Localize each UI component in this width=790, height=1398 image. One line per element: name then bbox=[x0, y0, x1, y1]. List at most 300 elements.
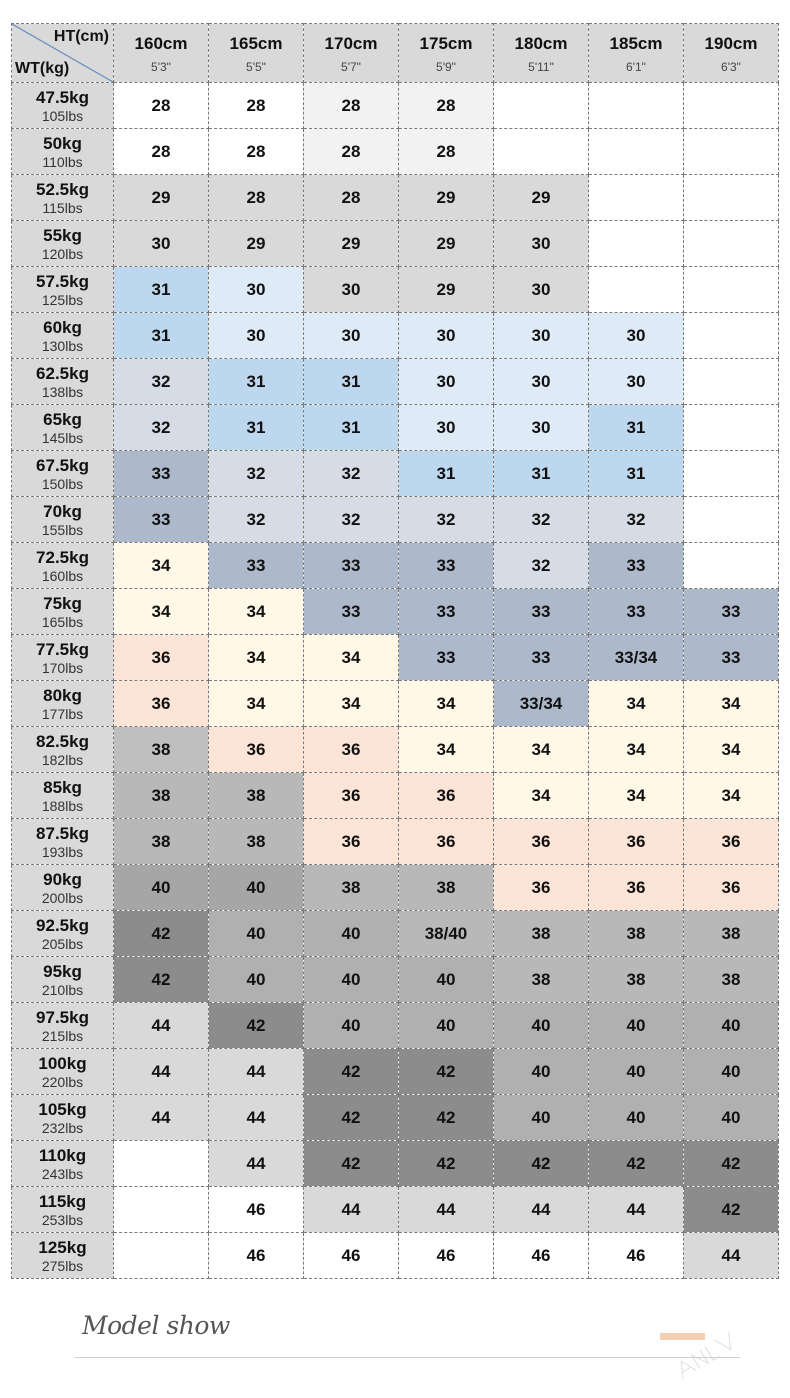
size-cell bbox=[589, 129, 684, 175]
weight-lbs-label: 155lbs bbox=[41, 521, 84, 538]
size-cell: 46 bbox=[494, 1233, 589, 1279]
size-cell: 40 bbox=[684, 1049, 779, 1095]
size-cell: 46 bbox=[589, 1233, 684, 1279]
size-cell: 31 bbox=[209, 359, 304, 405]
size-cell: 40 bbox=[304, 911, 399, 957]
weight-kg-label: 85kg bbox=[43, 777, 82, 797]
table-row bbox=[12, 681, 779, 727]
size-cell: 33 bbox=[209, 543, 304, 589]
size-cell bbox=[589, 267, 684, 313]
weight-header bbox=[12, 957, 114, 1003]
size-cell: 44 bbox=[494, 1187, 589, 1233]
weight-lbs-label: 125lbs bbox=[41, 291, 84, 308]
size-cell: 33 bbox=[114, 451, 209, 497]
weight-lbs-label: 182lbs bbox=[41, 751, 84, 768]
table-row bbox=[12, 313, 779, 359]
table-row bbox=[12, 175, 779, 221]
size-cell: 36 bbox=[304, 727, 399, 773]
size-cell: 42 bbox=[494, 1141, 589, 1187]
size-cell: 28 bbox=[209, 129, 304, 175]
size-cell: 34 bbox=[114, 543, 209, 589]
size-cell: 42 bbox=[114, 957, 209, 1003]
size-cell: 29 bbox=[399, 175, 494, 221]
size-cell bbox=[114, 1233, 209, 1279]
size-cell: 31 bbox=[114, 267, 209, 313]
size-cell: 31 bbox=[494, 451, 589, 497]
weight-header bbox=[12, 543, 114, 589]
size-cell: 42 bbox=[209, 1003, 304, 1049]
size-cell: 33 bbox=[494, 589, 589, 635]
weight-kg-label: 55kg bbox=[43, 225, 82, 245]
size-cell: 29 bbox=[399, 221, 494, 267]
size-cell: 32 bbox=[589, 497, 684, 543]
size-cell: 30 bbox=[399, 359, 494, 405]
size-cell: 30 bbox=[399, 405, 494, 451]
size-cell: 30 bbox=[304, 313, 399, 359]
size-cell bbox=[589, 83, 684, 129]
table-row bbox=[12, 635, 779, 681]
size-cell bbox=[114, 1141, 209, 1187]
table-row bbox=[12, 773, 779, 819]
size-cell: 30 bbox=[589, 313, 684, 359]
weight-lbs-label: 215lbs bbox=[41, 1027, 84, 1044]
size-cell: 28 bbox=[399, 129, 494, 175]
weight-lbs-label: 177lbs bbox=[41, 705, 84, 722]
footer-divider bbox=[75, 1357, 740, 1358]
model-show-title: Model show bbox=[82, 1311, 230, 1340]
weight-lbs-label: 165lbs bbox=[41, 613, 84, 630]
size-cell bbox=[684, 359, 779, 405]
weight-lbs-label: 130lbs bbox=[41, 337, 84, 354]
size-cell: 28 bbox=[114, 83, 209, 129]
size-cell: 46 bbox=[209, 1187, 304, 1233]
size-cell: 32 bbox=[494, 497, 589, 543]
weight-header bbox=[12, 83, 114, 129]
table-row bbox=[12, 267, 779, 313]
weight-kg-label: 92.5kg bbox=[36, 915, 89, 935]
size-cell: 32 bbox=[114, 359, 209, 405]
size-cell: 42 bbox=[589, 1141, 684, 1187]
height-ft-label: 5'3" bbox=[151, 60, 171, 74]
size-cell: 44 bbox=[399, 1187, 494, 1233]
size-cell: 44 bbox=[589, 1187, 684, 1233]
size-cell: 33 bbox=[114, 497, 209, 543]
size-cell: 38 bbox=[209, 819, 304, 865]
size-cell: 33/34 bbox=[589, 635, 684, 681]
size-cell: 28 bbox=[399, 83, 494, 129]
size-cell: 30 bbox=[494, 405, 589, 451]
size-cell: 33 bbox=[399, 589, 494, 635]
table-row bbox=[12, 1003, 779, 1049]
size-cell: 30 bbox=[494, 221, 589, 267]
size-cell: 46 bbox=[209, 1233, 304, 1279]
weight-header bbox=[12, 819, 114, 865]
height-header-1 bbox=[209, 24, 304, 83]
size-cell: 40 bbox=[304, 1003, 399, 1049]
weight-header bbox=[12, 359, 114, 405]
weight-lbs-label: 160lbs bbox=[41, 567, 84, 584]
weight-kg-label: 105kg bbox=[38, 1099, 87, 1119]
size-cell: 31 bbox=[589, 405, 684, 451]
size-cell: 28 bbox=[304, 129, 399, 175]
weight-kg-label: 115kg bbox=[38, 1191, 87, 1211]
weight-header bbox=[12, 681, 114, 727]
table-row bbox=[12, 1233, 779, 1279]
size-cell: 29 bbox=[304, 221, 399, 267]
weight-lbs-label: 145lbs bbox=[41, 429, 84, 446]
size-cell: 34 bbox=[209, 589, 304, 635]
brand-watermark-icon bbox=[660, 1326, 750, 1386]
weight-lbs-label: 115lbs bbox=[42, 199, 83, 216]
size-cell: 34 bbox=[589, 773, 684, 819]
size-cell: 42 bbox=[399, 1049, 494, 1095]
size-cell bbox=[684, 405, 779, 451]
weight-lbs-label: 220lbs bbox=[41, 1073, 84, 1090]
weight-kg-label: 110kg bbox=[38, 1145, 87, 1165]
table-row bbox=[12, 911, 779, 957]
size-cell: 40 bbox=[684, 1003, 779, 1049]
weight-header bbox=[12, 497, 114, 543]
weight-kg-label: 77.5kg bbox=[36, 639, 89, 659]
size-cell: 36 bbox=[589, 819, 684, 865]
size-cell: 32 bbox=[209, 497, 304, 543]
size-cell bbox=[114, 1187, 209, 1233]
size-cell: 32 bbox=[209, 451, 304, 497]
size-cell: 28 bbox=[209, 83, 304, 129]
header-row bbox=[12, 24, 779, 83]
size-cell bbox=[589, 175, 684, 221]
table-row bbox=[12, 727, 779, 773]
corner-header-cell bbox=[12, 24, 114, 83]
size-cell: 42 bbox=[684, 1141, 779, 1187]
size-cell: 38 bbox=[589, 957, 684, 1003]
weight-kg-label: 90kg bbox=[43, 869, 82, 889]
size-cell: 36 bbox=[114, 681, 209, 727]
size-cell: 33 bbox=[494, 635, 589, 681]
size-cell: 44 bbox=[209, 1049, 304, 1095]
weight-header bbox=[12, 1095, 114, 1141]
size-cell: 40 bbox=[304, 957, 399, 1003]
height-cm-label: 160cm bbox=[134, 34, 188, 53]
weight-lbs-label: 275lbs bbox=[41, 1257, 84, 1274]
size-cell: 36 bbox=[114, 635, 209, 681]
table-row bbox=[12, 1187, 779, 1233]
weight-header bbox=[12, 221, 114, 267]
size-cell bbox=[684, 175, 779, 221]
size-cell bbox=[684, 83, 779, 129]
size-cell: 31 bbox=[304, 359, 399, 405]
size-cell: 32 bbox=[304, 497, 399, 543]
size-cell bbox=[589, 221, 684, 267]
height-ft-label: 6'1" bbox=[626, 60, 646, 74]
size-cell: 32 bbox=[494, 543, 589, 589]
weight-header bbox=[12, 635, 114, 681]
weight-lbs-label: 105lbs bbox=[41, 107, 84, 124]
weight-kg-label: 62.5kg bbox=[36, 363, 89, 383]
size-cell: 40 bbox=[589, 1049, 684, 1095]
height-header-6 bbox=[684, 24, 779, 83]
size-chart-header bbox=[12, 24, 779, 83]
weight-header bbox=[12, 911, 114, 957]
size-cell: 33 bbox=[399, 635, 494, 681]
size-cell: 28 bbox=[304, 175, 399, 221]
table-row bbox=[12, 1095, 779, 1141]
weight-kg-label: 72.5kg bbox=[36, 547, 89, 567]
height-cm-label: 185cm bbox=[609, 34, 663, 53]
size-cell: 29 bbox=[209, 221, 304, 267]
size-cell: 33 bbox=[684, 589, 779, 635]
size-cell: 34 bbox=[494, 727, 589, 773]
size-cell: 30 bbox=[494, 359, 589, 405]
size-cell: 44 bbox=[114, 1095, 209, 1141]
height-header-4 bbox=[494, 24, 589, 83]
weight-header bbox=[12, 129, 114, 175]
table-row bbox=[12, 405, 779, 451]
table-row bbox=[12, 819, 779, 865]
size-cell: 33/34 bbox=[494, 681, 589, 727]
size-cell: 38 bbox=[114, 819, 209, 865]
table-row bbox=[12, 1049, 779, 1095]
weight-axis-label: WT(kg) bbox=[15, 60, 70, 77]
size-cell: 31 bbox=[209, 405, 304, 451]
size-cell: 33 bbox=[399, 543, 494, 589]
weight-kg-label: 97.5kg bbox=[36, 1007, 89, 1027]
weight-lbs-label: 232lbs bbox=[41, 1119, 84, 1136]
height-header-5 bbox=[589, 24, 684, 83]
height-ft-label: 5'9" bbox=[436, 60, 456, 74]
height-header-0 bbox=[114, 24, 209, 83]
size-cell: 38 bbox=[684, 957, 779, 1003]
size-cell: 34 bbox=[399, 727, 494, 773]
weight-lbs-label: 170lbs bbox=[41, 659, 84, 676]
size-cell: 40 bbox=[399, 1003, 494, 1049]
weight-header bbox=[12, 313, 114, 359]
weight-header bbox=[12, 865, 114, 911]
size-cell: 40 bbox=[494, 1003, 589, 1049]
size-cell: 40 bbox=[494, 1095, 589, 1141]
size-cell: 36 bbox=[494, 819, 589, 865]
size-cell: 44 bbox=[684, 1233, 779, 1279]
size-cell: 40 bbox=[399, 957, 494, 1003]
size-cell: 38 bbox=[494, 911, 589, 957]
size-cell: 34 bbox=[494, 773, 589, 819]
size-cell: 42 bbox=[399, 1141, 494, 1187]
size-cell: 33 bbox=[304, 543, 399, 589]
size-cell: 30 bbox=[114, 221, 209, 267]
size-cell: 36 bbox=[684, 865, 779, 911]
weight-lbs-label: 120lbs bbox=[41, 245, 84, 262]
size-cell: 42 bbox=[304, 1141, 399, 1187]
size-cell: 28 bbox=[209, 175, 304, 221]
height-cm-label: 175cm bbox=[419, 34, 473, 53]
size-cell: 38 bbox=[684, 911, 779, 957]
size-cell: 34 bbox=[209, 635, 304, 681]
size-cell: 34 bbox=[304, 635, 399, 681]
size-cell: 40 bbox=[209, 911, 304, 957]
size-cell: 36 bbox=[209, 727, 304, 773]
weight-kg-label: 47.5kg bbox=[36, 87, 89, 107]
weight-kg-label: 100kg bbox=[38, 1053, 87, 1073]
table-row bbox=[12, 83, 779, 129]
weight-header bbox=[12, 1003, 114, 1049]
size-cell: 42 bbox=[304, 1049, 399, 1095]
table-row bbox=[12, 543, 779, 589]
weight-header bbox=[12, 405, 114, 451]
size-cell: 44 bbox=[209, 1095, 304, 1141]
size-cell bbox=[684, 451, 779, 497]
size-cell: 32 bbox=[114, 405, 209, 451]
weight-kg-label: 82.5kg bbox=[36, 731, 89, 751]
weight-header bbox=[12, 727, 114, 773]
size-cell: 44 bbox=[114, 1003, 209, 1049]
size-cell: 44 bbox=[209, 1141, 304, 1187]
weight-kg-label: 80kg bbox=[43, 685, 82, 705]
size-cell: 34 bbox=[589, 681, 684, 727]
size-cell: 40 bbox=[209, 865, 304, 911]
height-cm-label: 180cm bbox=[514, 34, 568, 53]
table-row bbox=[12, 451, 779, 497]
size-cell: 29 bbox=[399, 267, 494, 313]
weight-header bbox=[12, 451, 114, 497]
size-cell bbox=[684, 221, 779, 267]
size-cell: 38 bbox=[209, 773, 304, 819]
size-cell: 30 bbox=[399, 313, 494, 359]
table-row bbox=[12, 865, 779, 911]
size-cell: 36 bbox=[589, 865, 684, 911]
weight-lbs-label: 188lbs bbox=[41, 797, 84, 814]
size-cell: 44 bbox=[304, 1187, 399, 1233]
size-cell: 34 bbox=[209, 681, 304, 727]
size-cell bbox=[684, 497, 779, 543]
table-row bbox=[12, 589, 779, 635]
table-row bbox=[12, 957, 779, 1003]
weight-header bbox=[12, 589, 114, 635]
size-cell bbox=[684, 129, 779, 175]
size-cell: 40 bbox=[494, 1049, 589, 1095]
size-cell: 34 bbox=[114, 589, 209, 635]
size-cell: 38 bbox=[114, 773, 209, 819]
weight-lbs-label: 200lbs bbox=[41, 889, 84, 906]
size-cell: 31 bbox=[399, 451, 494, 497]
size-cell: 30 bbox=[494, 313, 589, 359]
size-cell bbox=[684, 543, 779, 589]
size-cell: 28 bbox=[304, 83, 399, 129]
weight-lbs-label: 138lbs bbox=[41, 383, 84, 400]
weight-kg-label: 50kg bbox=[43, 133, 82, 153]
size-cell: 36 bbox=[399, 773, 494, 819]
size-cell bbox=[494, 83, 589, 129]
weight-kg-label: 65kg bbox=[43, 409, 82, 429]
weight-kg-label: 60kg bbox=[43, 317, 82, 337]
size-cell: 33 bbox=[684, 635, 779, 681]
size-cell: 40 bbox=[589, 1095, 684, 1141]
weight-header bbox=[12, 1049, 114, 1095]
size-cell bbox=[684, 313, 779, 359]
size-cell: 34 bbox=[684, 773, 779, 819]
size-cell: 46 bbox=[399, 1233, 494, 1279]
height-ft-label: 5'7" bbox=[341, 60, 361, 74]
weight-header bbox=[12, 773, 114, 819]
weight-lbs-label: 110lbs bbox=[42, 153, 83, 170]
size-cell: 42 bbox=[304, 1095, 399, 1141]
height-cm-label: 165cm bbox=[229, 34, 283, 53]
size-cell bbox=[684, 267, 779, 313]
weight-header bbox=[12, 1187, 114, 1233]
size-cell: 31 bbox=[304, 405, 399, 451]
size-cell: 34 bbox=[684, 727, 779, 773]
table-row bbox=[12, 359, 779, 405]
size-cell: 36 bbox=[304, 819, 399, 865]
size-cell: 34 bbox=[684, 681, 779, 727]
size-cell: 32 bbox=[399, 497, 494, 543]
size-cell: 42 bbox=[399, 1095, 494, 1141]
size-cell: 30 bbox=[589, 359, 684, 405]
size-cell bbox=[494, 129, 589, 175]
weight-lbs-label: 243lbs bbox=[41, 1165, 84, 1182]
size-cell: 42 bbox=[684, 1187, 779, 1233]
size-cell: 33 bbox=[304, 589, 399, 635]
size-cell: 36 bbox=[399, 819, 494, 865]
weight-kg-label: 57.5kg bbox=[36, 271, 89, 291]
size-cell: 38 bbox=[114, 727, 209, 773]
size-cell: 44 bbox=[114, 1049, 209, 1095]
height-ft-label: 5'5" bbox=[246, 60, 266, 74]
size-cell: 30 bbox=[209, 267, 304, 313]
size-cell: 40 bbox=[589, 1003, 684, 1049]
weight-lbs-label: 193lbs bbox=[41, 843, 84, 860]
weight-lbs-label: 253lbs bbox=[41, 1211, 84, 1228]
size-cell: 36 bbox=[304, 773, 399, 819]
size-cell: 30 bbox=[494, 267, 589, 313]
size-cell: 30 bbox=[304, 267, 399, 313]
weight-kg-label: 125kg bbox=[38, 1237, 87, 1257]
size-chart-table bbox=[11, 23, 779, 1279]
weight-header bbox=[12, 267, 114, 313]
size-cell: 33 bbox=[589, 589, 684, 635]
weight-kg-label: 95kg bbox=[43, 961, 82, 981]
weight-kg-label: 52.5kg bbox=[36, 179, 89, 199]
size-cell: 38 bbox=[304, 865, 399, 911]
table-row bbox=[12, 221, 779, 267]
weight-header bbox=[12, 1233, 114, 1279]
height-header-2 bbox=[304, 24, 399, 83]
table-row bbox=[12, 497, 779, 543]
size-cell: 29 bbox=[114, 175, 209, 221]
size-cell: 28 bbox=[114, 129, 209, 175]
size-cell: 34 bbox=[399, 681, 494, 727]
size-cell: 31 bbox=[589, 451, 684, 497]
size-cell: 29 bbox=[494, 175, 589, 221]
size-cell: 38 bbox=[589, 911, 684, 957]
size-cell: 36 bbox=[684, 819, 779, 865]
height-cm-label: 190cm bbox=[704, 34, 758, 53]
height-ft-label: 6'3" bbox=[721, 60, 741, 74]
weight-kg-label: 67.5kg bbox=[36, 455, 89, 475]
size-cell: 31 bbox=[114, 313, 209, 359]
weight-kg-label: 75kg bbox=[43, 593, 82, 613]
size-cell: 34 bbox=[304, 681, 399, 727]
height-header-3 bbox=[399, 24, 494, 83]
size-cell: 42 bbox=[114, 911, 209, 957]
height-axis-label: HT(cm) bbox=[53, 28, 109, 45]
size-cell: 34 bbox=[589, 727, 684, 773]
size-cell: 38 bbox=[494, 957, 589, 1003]
weight-kg-label: 70kg bbox=[43, 501, 82, 521]
height-ft-label: 5'11" bbox=[528, 60, 554, 74]
size-cell: 38/40 bbox=[399, 911, 494, 957]
table-row bbox=[12, 1141, 779, 1187]
size-chart-body bbox=[12, 83, 779, 1279]
